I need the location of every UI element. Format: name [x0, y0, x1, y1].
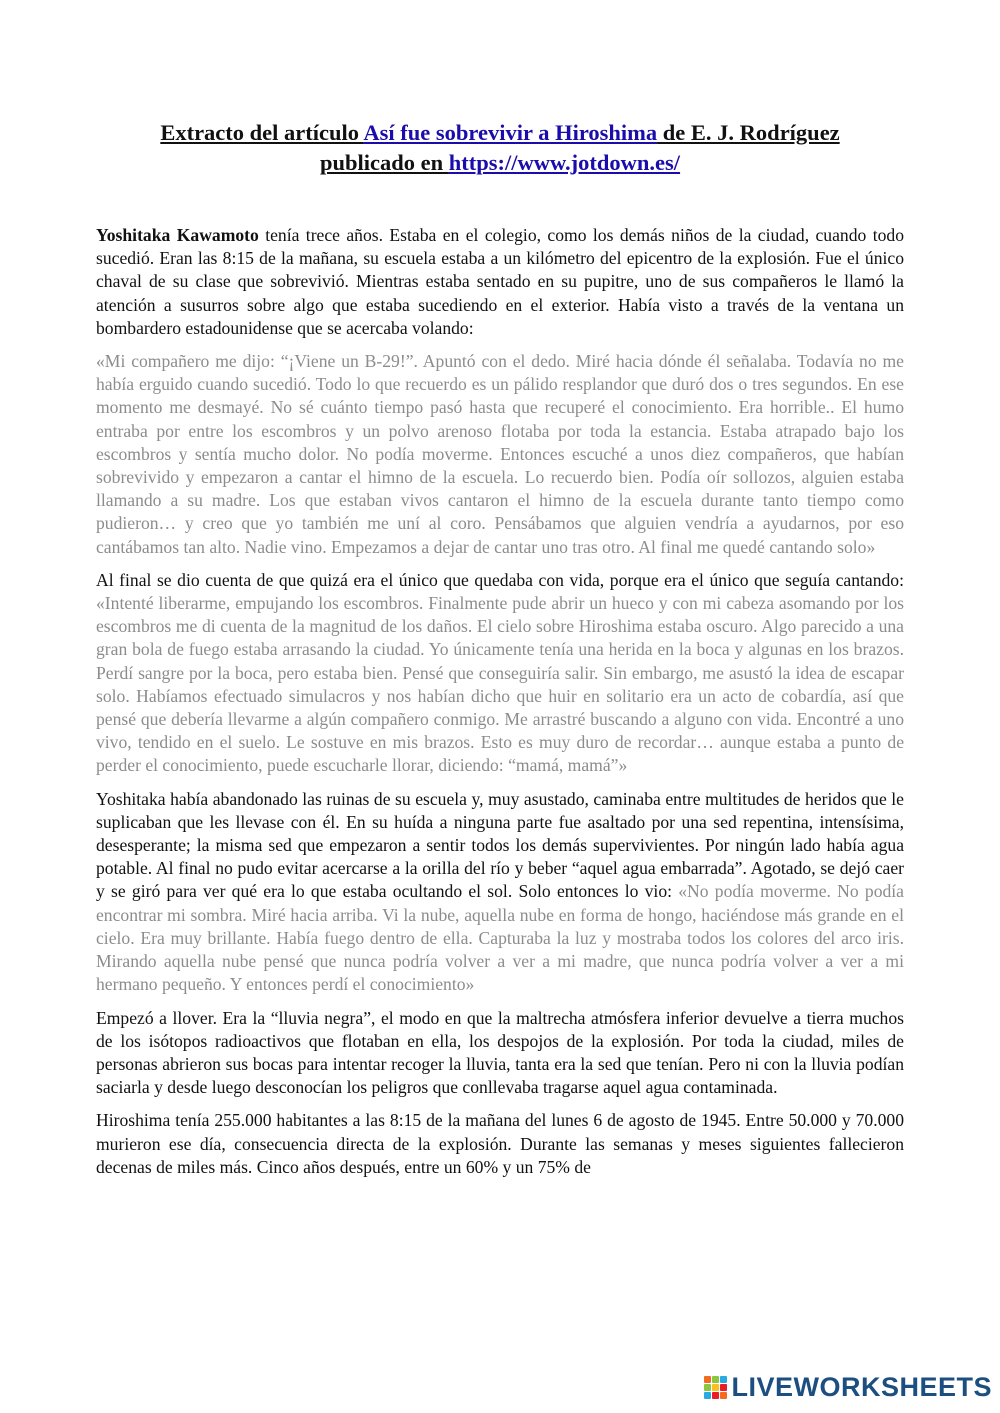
paragraph-1-name: Yoshitaka Kawamoto [96, 225, 259, 245]
liveworksheets-logo[interactable] [704, 1372, 992, 1403]
paragraph-6: Hiroshima tenía 255.000 habitantes a las 8:15 de la mañana del lunes 6 de agosto de 1945. Entre 50.000 y 70.000 murieron ese día, consecuencia directa de la explosión. Durante las semanas y meses siguientes fallecieron decenas de miles más. Cinco años después, entre un 60% y un 75% de [96, 1110, 904, 1177]
paragraph-3 [96, 569, 904, 778]
site-link[interactable]: https://www.jotdown.es/ [448, 150, 681, 175]
paragraph-5: Empezó a llover. Era la “lluvia negra”, el modo en que la maltrecha atmósfera inferior devuelve a tierra muchos de los isótopos radioactivos que flotaban en ella, los despojos de la explosión. Por toda la ciudad, miles de personas abrieron sus bocas para intentar recoger la lluvia, tanta era la sed que tenían. Pero ni con la lluvia podían saciarla y desde luego desconocían los peligros que conllevaba tragarse aquel agua contaminada. [96, 1007, 904, 1098]
article-title [96, 118, 904, 178]
paragraph-4 [96, 788, 904, 997]
title-author: de E. J. Rodríguez [657, 120, 840, 145]
paragraph-3-text: Al final se dio cuenta de que quizá era el único que quedaba con vida, porque era el único que seguía cantando: [96, 569, 904, 590]
paragraph-2-quote: «Mi compañero me dijo: “¡Viene un B-29!”. Apuntó con el dedo. Miré hacia dónde él señalaba. Todavía no me había erguido cuando sucedió. Todo lo que recuerdo es un pálido resplandor que duró dos o tres segundos. En ese momento me desmayé. No sé cuánto tiempo pasó hasta que recuperé el conocimiento. Era horrible.. El humo entraba por entre los escombros y un polvo arenoso flotaba por toda la estancia. Estaba atrapado bajo los escombros y sentía mucho dolor. No podía moverme. Entonces escuché a unos diez compañeros, que habían sobrevivido y empezaron a cantar el himno de la escuela. Lo recuerdo bien. Podía oír sollozos, alguien estaba llamando a su madre. Los que estaban vivos cantaron el himno de la escuela durante tanto tiempo como pudieron… y creo que yo también me uní al coro. Pensábamos que alguien vendría a ayudarnos, por eso cantábamos tan alto. Nadie vino. Empezamos a dejar de cantar uno tras otro. Al final me quedé cantando solo» [96, 351, 904, 557]
document-page [96, 118, 904, 1189]
logo-text: LIVEWORKSHEETS [731, 1372, 992, 1402]
paragraph-3-quote: «Intenté liberarme, empujando los escombros. Finalmente pude abrir un hueco y con mi cabeza asomando por los escombros me di cuenta de la magnitud de los daños. El cielo sobre Hiroshima estaba oscuro. Algo parecido a una gran bola de fuego estaba arrasando la ciudad. Yo únicamente tenía una herida en la boca y algunas en los brazos. Perdí sangre por la boca, pero estaba bien. Pensé que conseguiría salir. Sin embargo, me asustó la idea de escapar solo. Habíamos efectuado simulacros y nos habían dicho que huir en solitario era un acto de cobardía, así que pensé que debería llevarme a algún compañero conmigo. Me arrastré buscando a alguno con vida. Encontré a uno vivo, tendido en el suelo. Le sostuve en mis brazos. Esto es muy duro de recordar… aunque estaba a punto de perder el conocimiento, puede escucharle llorar, diciendo: “mamá, mamá”» [96, 593, 904, 776]
paragraph-1-text: tenía trece años. Estaba en el colegio, como los demás niños de la ciudad, cuando todo sucedió. Eran las 8:15 de la mañana, su escuela estaba a un kilómetro del epicentro de la explosión. Fue el único chaval de su clase que sobrevivió. Mientras estaba sentado en su pupitre, uno de sus compañeros le llamó la atención a susurros sobre algo que estaba sucediendo en el exterior. Había visto a través de la ventana un bombardero estadounidense que se acercaba volando: [96, 225, 904, 338]
title-prefix: Extracto del artículo [160, 120, 364, 145]
logo-grid-icon [704, 1376, 727, 1399]
title-published: publicado en [319, 150, 449, 175]
paragraph-4-quote: «No podía moverme. No podía encontrar mi sombra. Miré hacia arriba. Vi la nube, aquella nube en forma de hongo, haciéndose más grande en el cielo. Era muy brillante. Había fuego dentro de ella. Capturaba la luz y mostraba todos los colores del arco iris. Mirando aquella nube pensé que nunca podría volver a ver a mi madre, que nunca podría volver a ver a mi hermano pequeño. Y entonces perdí el conocimiento» [96, 881, 904, 995]
article-link[interactable]: Así fue sobrevivir a Hiroshima [363, 120, 658, 145]
paragraph-4-text: Yoshitaka había abandonado las ruinas de su escuela y, muy asustado, caminaba entre multitudes de heridos que le suplicaban que les llevase con él. En su huída a ninguna parte fue asaltado por una sed repentina, intensísima, desesperante; la misma sed que empezaron a sentir todos los demás supervivientes. Por ningún lado había agua potable. Al final no pudo evitar acercarse a la orilla del río y beber “aquel agua embarrada”. Agotado, se dejó caer y se giró para ver qué era lo que estaba ocultando el sol. Solo entonces lo vio: [96, 788, 904, 902]
paragraph-1 [96, 224, 904, 340]
